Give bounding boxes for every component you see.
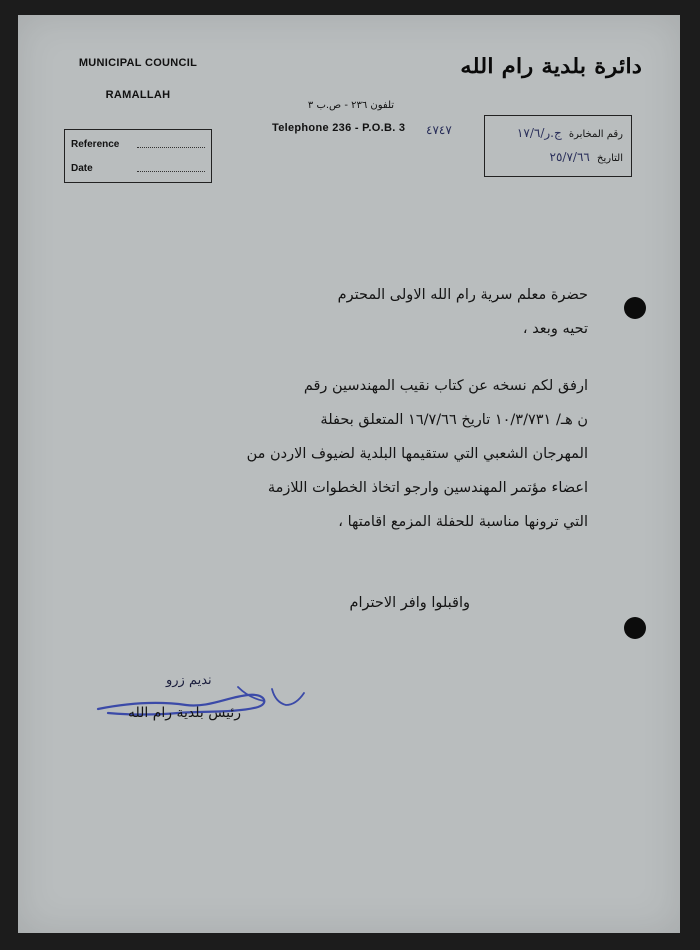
correspondence-date-label: التاريخ [597, 153, 623, 164]
correspondence-box [484, 115, 632, 177]
contact-english: Telephone 236 - P.O.B. 3 [272, 122, 406, 134]
date-dotted-line [137, 171, 205, 172]
council-name-english: MUNICIPAL COUNCIL [78, 57, 198, 69]
correspondence-date-row [489, 150, 623, 164]
letter-sheet [18, 15, 680, 933]
reference-dotted-line [137, 147, 205, 148]
punch-hole-top [624, 297, 646, 319]
handwritten-reference-number: ٤٧٤٧ [426, 123, 452, 137]
reference-label: Reference [71, 139, 120, 150]
letter-salutation: حضرة معلم سرية رام الله الاولى المحترم [337, 287, 588, 303]
contact-arabic: تلفون ٢٣٦ - ص.ب ٣ [307, 100, 395, 111]
signatory-title: رئيس بلدية رام الله [128, 705, 241, 721]
punch-hole-bottom [624, 617, 646, 639]
letter-body-line: اعضاء مؤتمر المهندسين وارجو اتخاذ الخطوات اللازمة [267, 480, 588, 496]
council-name-arabic-calligraphy: دائرة بلدية رام الله [460, 54, 642, 79]
city-name-english: RAMALLAH [105, 89, 171, 101]
reference-box [64, 129, 212, 183]
signatory-name: نديم زرو [166, 673, 212, 688]
date-line [71, 163, 205, 174]
letter-body-line: المهرجان الشعبي التي ستقيمها البلدية لضيوف الاردن من [246, 446, 588, 462]
letter-greeting: تحيه وبعد ، [522, 321, 588, 337]
letter-body-line: ن هـ/ ١٠/٣/٧٣١ تاريخ ١٦/٧/٦٦ المتعلق بحفلة [320, 412, 588, 428]
correspondence-date-value: ٢٥/٧/٦٦ [549, 150, 590, 164]
correspondence-number-value: ج.ر/١٧/٦ [516, 126, 562, 140]
reference-line [71, 139, 205, 150]
correspondence-number-row [489, 126, 623, 140]
letter-closing: واقبلوا وافر الاحترام [349, 595, 470, 611]
correspondence-number-label: رقم المخابرة [568, 129, 623, 140]
letter-body-line: التي ترونها مناسبة للحفلة المزمع اقامتها ، [338, 514, 588, 530]
letter-body-line: ارفق لكم نسخه عن كتاب نقيب المهندسين رقم [303, 378, 588, 394]
date-label: Date [71, 163, 93, 174]
